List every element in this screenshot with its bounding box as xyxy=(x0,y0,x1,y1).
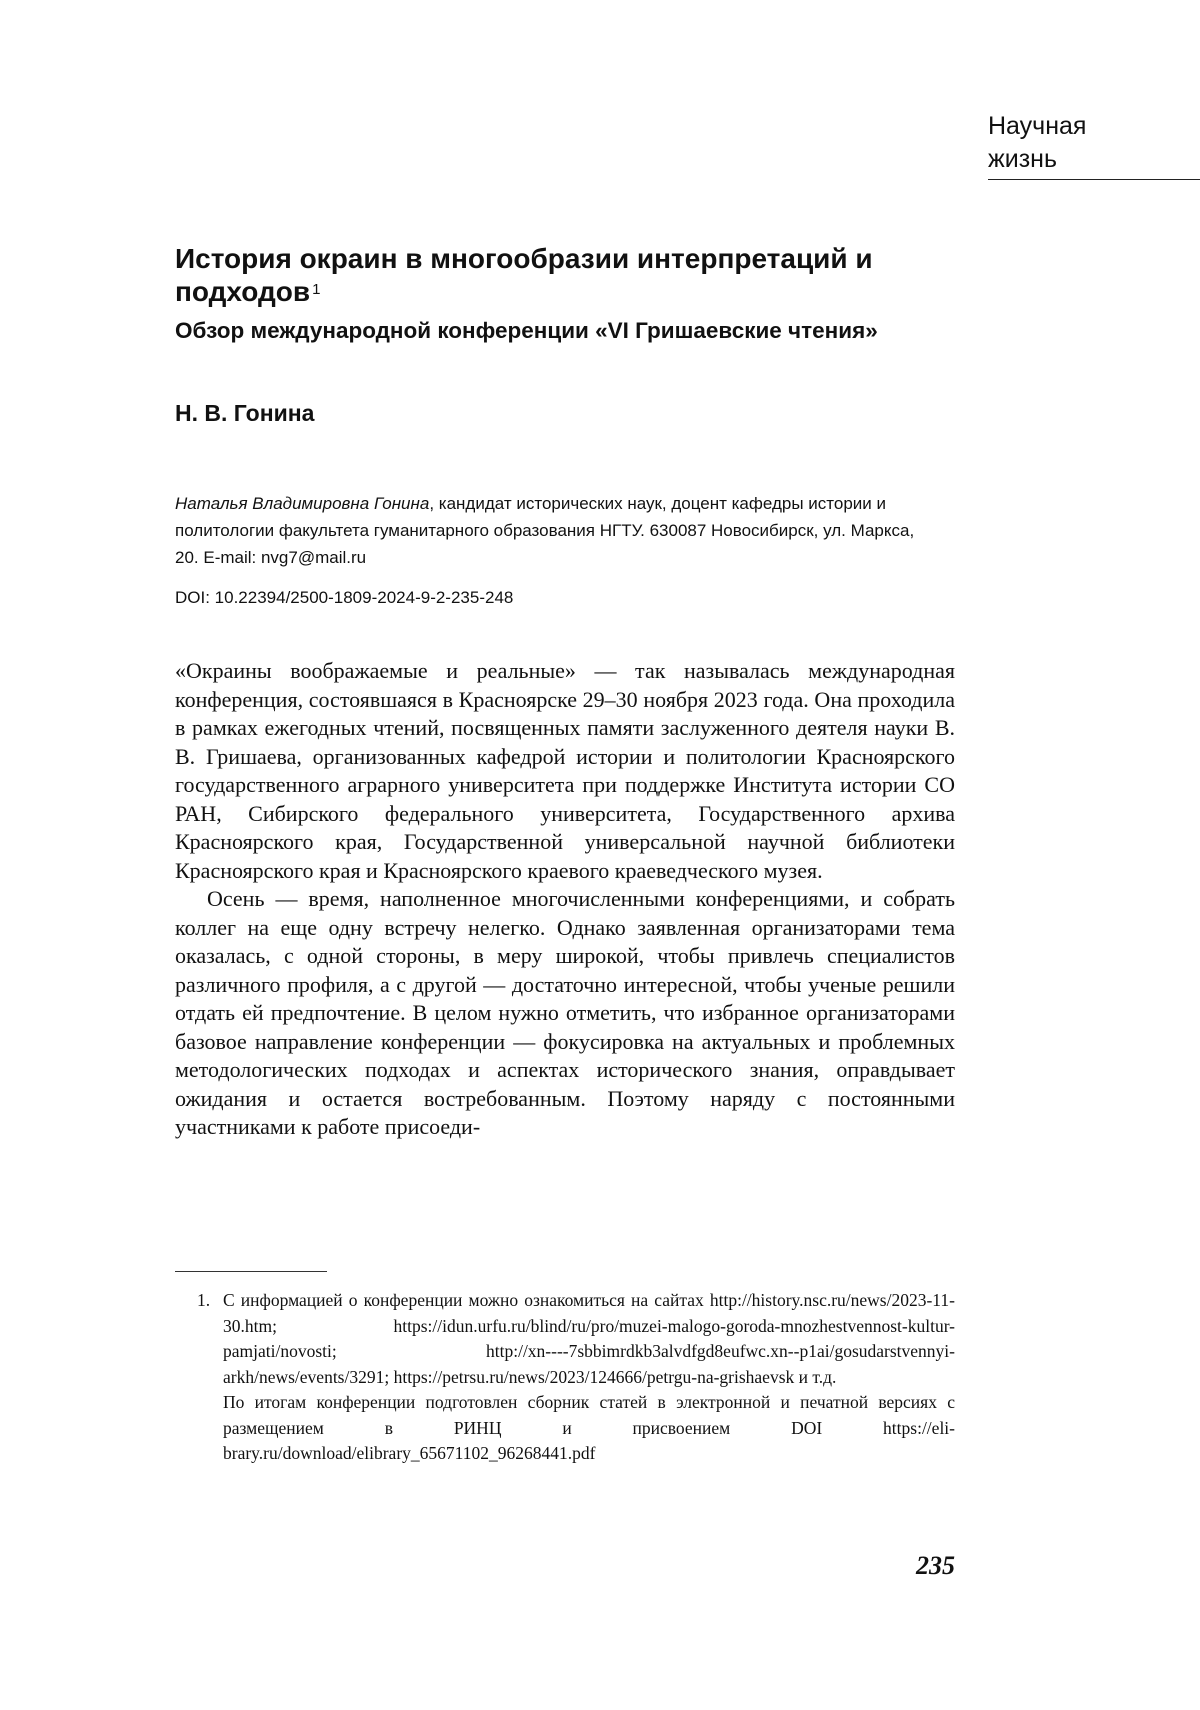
title-footnote-mark[interactable]: 1 xyxy=(312,281,321,298)
footnote-number: 1. xyxy=(197,1290,211,1310)
footnote-divider xyxy=(175,1271,327,1272)
footnotes xyxy=(197,1288,955,1467)
article-author: Н. В. Гонина xyxy=(175,400,315,426)
author-full-name: Наталья Владимировна Гонина xyxy=(175,494,430,513)
body-paragraph: «Окраины воображаемые и реальные» — так называлась международная конференция, состоявшаяся в Красноярске 29–30 ноября 2023 года. Она проходила в рамках ежегодных чтений, посвященных памяти заслуженного деятеля науки В. В. Гришаева, организованных кафедрой истории и политологии Красноярского государственного аграрного университета при поддержке Института истории СО РАН, Сибирского федерального университета, Государственного архива Красноярского края, Государственной универсальной научной библиотеки Красноярского края и Красноярского краевого краеведческого музея. xyxy=(175,658,955,883)
section-label: Научная жизнь xyxy=(988,112,1087,173)
doi: DOI: 10.22394/2500-1809-2024-9-2-235-248 xyxy=(175,588,514,607)
affiliation-details: , кандидат исторических наук, доцент кафедры истории и политологии факультета гуманитарного образования НГТУ. 630087 Новосибирск, ул. Маркса, 20. E-mail: nvg7@mail.ru xyxy=(175,494,915,567)
article-title xyxy=(175,242,975,308)
footnote-item xyxy=(197,1288,955,1467)
footnote-continuation: По итогам конференции подготовлен сборник статей в электронной и печатной версиях с размещением в РИНЦ и присвоением DOI https://elibrary.ru/download/elibrary_65671102_96268441.pdf xyxy=(223,1392,955,1463)
article-subtitle: Обзор международной конференции «VI Гришаевские чтения» xyxy=(175,318,878,343)
page-number: 235 xyxy=(916,1551,955,1580)
article-title-text: История окраин в многообразии интерпретаций и подходов xyxy=(175,243,873,307)
footnote-text: С информацией о конференции можно ознакомиться на сайтах http://history.nsc.ru/news/2023-11-30.htm; https://idun.urfu.ru/blind/ru/pro/muzei-malogo-goroda-mnozhestvennost-kultur-pamjati/novosti; http://xn----7sbbimrdkb3alvdfgd8eufwc.xn--p1ai/gosudarstvennyi-arkh/news/events/3291; https://petrsu.ru/news/2023/124666/petrgu-na-grishaevsk и т.д. xyxy=(223,1290,955,1387)
author-affiliation xyxy=(175,490,935,571)
section-divider xyxy=(988,179,1200,180)
body-paragraph: Осень — время, наполненное многочисленными конференциями, и собрать коллег на еще одну встречу нелегко. Однако заявленная организаторами тема оказалась, с одной стороны, в меру широкой, чтобы привлечь специалистов различного профиля, а с другой — достаточно интересной, чтобы ученые решили отдать ей предпочтение. В целом нужно отметить, что избранное организаторами базовое направление конференции — фокусировка на актуальных и проблемных методологических подходах и аспектах исторического знания, оправдывает ожидания и остается востребованным. Поэтому наряду с постоянными участниками к работе присоеди- xyxy=(175,886,955,1139)
article-body xyxy=(175,657,955,1142)
